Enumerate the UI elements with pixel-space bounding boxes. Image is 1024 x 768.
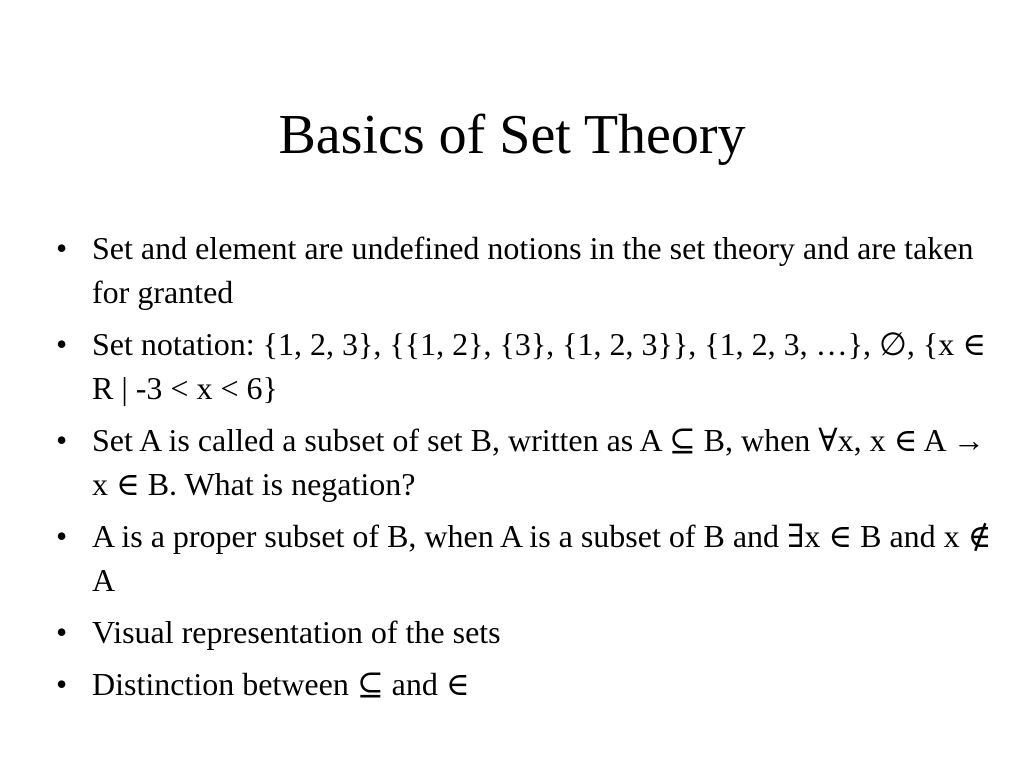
bullet-dot-icon: • (56, 614, 68, 650)
bullet-item-distinction (56, 662, 996, 706)
bullet-text: Distinction between ⊆ and ∈ (92, 666, 470, 702)
slide-title: Basics of Set Theory (278, 104, 746, 166)
bullet-text: Set A is called a subset of set B, written as A ⊆ B, when ∀x, x ∈ A → x ∈ B. What is negation? (92, 422, 985, 502)
bullet-list (56, 226, 996, 714)
bullet-item-subset-definition (56, 418, 996, 506)
bullet-item-visual-representation (56, 610, 996, 654)
bullet-dot-icon: • (56, 518, 68, 554)
bullet-item-undefined-notions (56, 226, 996, 314)
bullet-text: A is a proper subset of B, when A is a subset of B and ∃x ∈ B and x ∉ A (92, 518, 992, 598)
bullet-dot-icon: • (56, 230, 68, 266)
bullet-text: Set and element are undefined notions in the set theory and are taken for granted (92, 230, 974, 310)
bullet-dot-icon: • (56, 422, 68, 458)
bullet-dot-icon: • (56, 326, 68, 362)
bullet-item-set-notation (56, 322, 996, 410)
bullet-item-proper-subset (56, 514, 996, 602)
bullet-text: Set notation: {1, 2, 3}, {{1, 2}, {3}, {1, 2, 3}}, {1, 2, 3, …}, ∅, {x ∈ R | -3 < x < 6} (92, 326, 986, 406)
bullet-text: Visual representation of the sets (92, 614, 501, 650)
bullet-dot-icon: • (56, 666, 68, 702)
